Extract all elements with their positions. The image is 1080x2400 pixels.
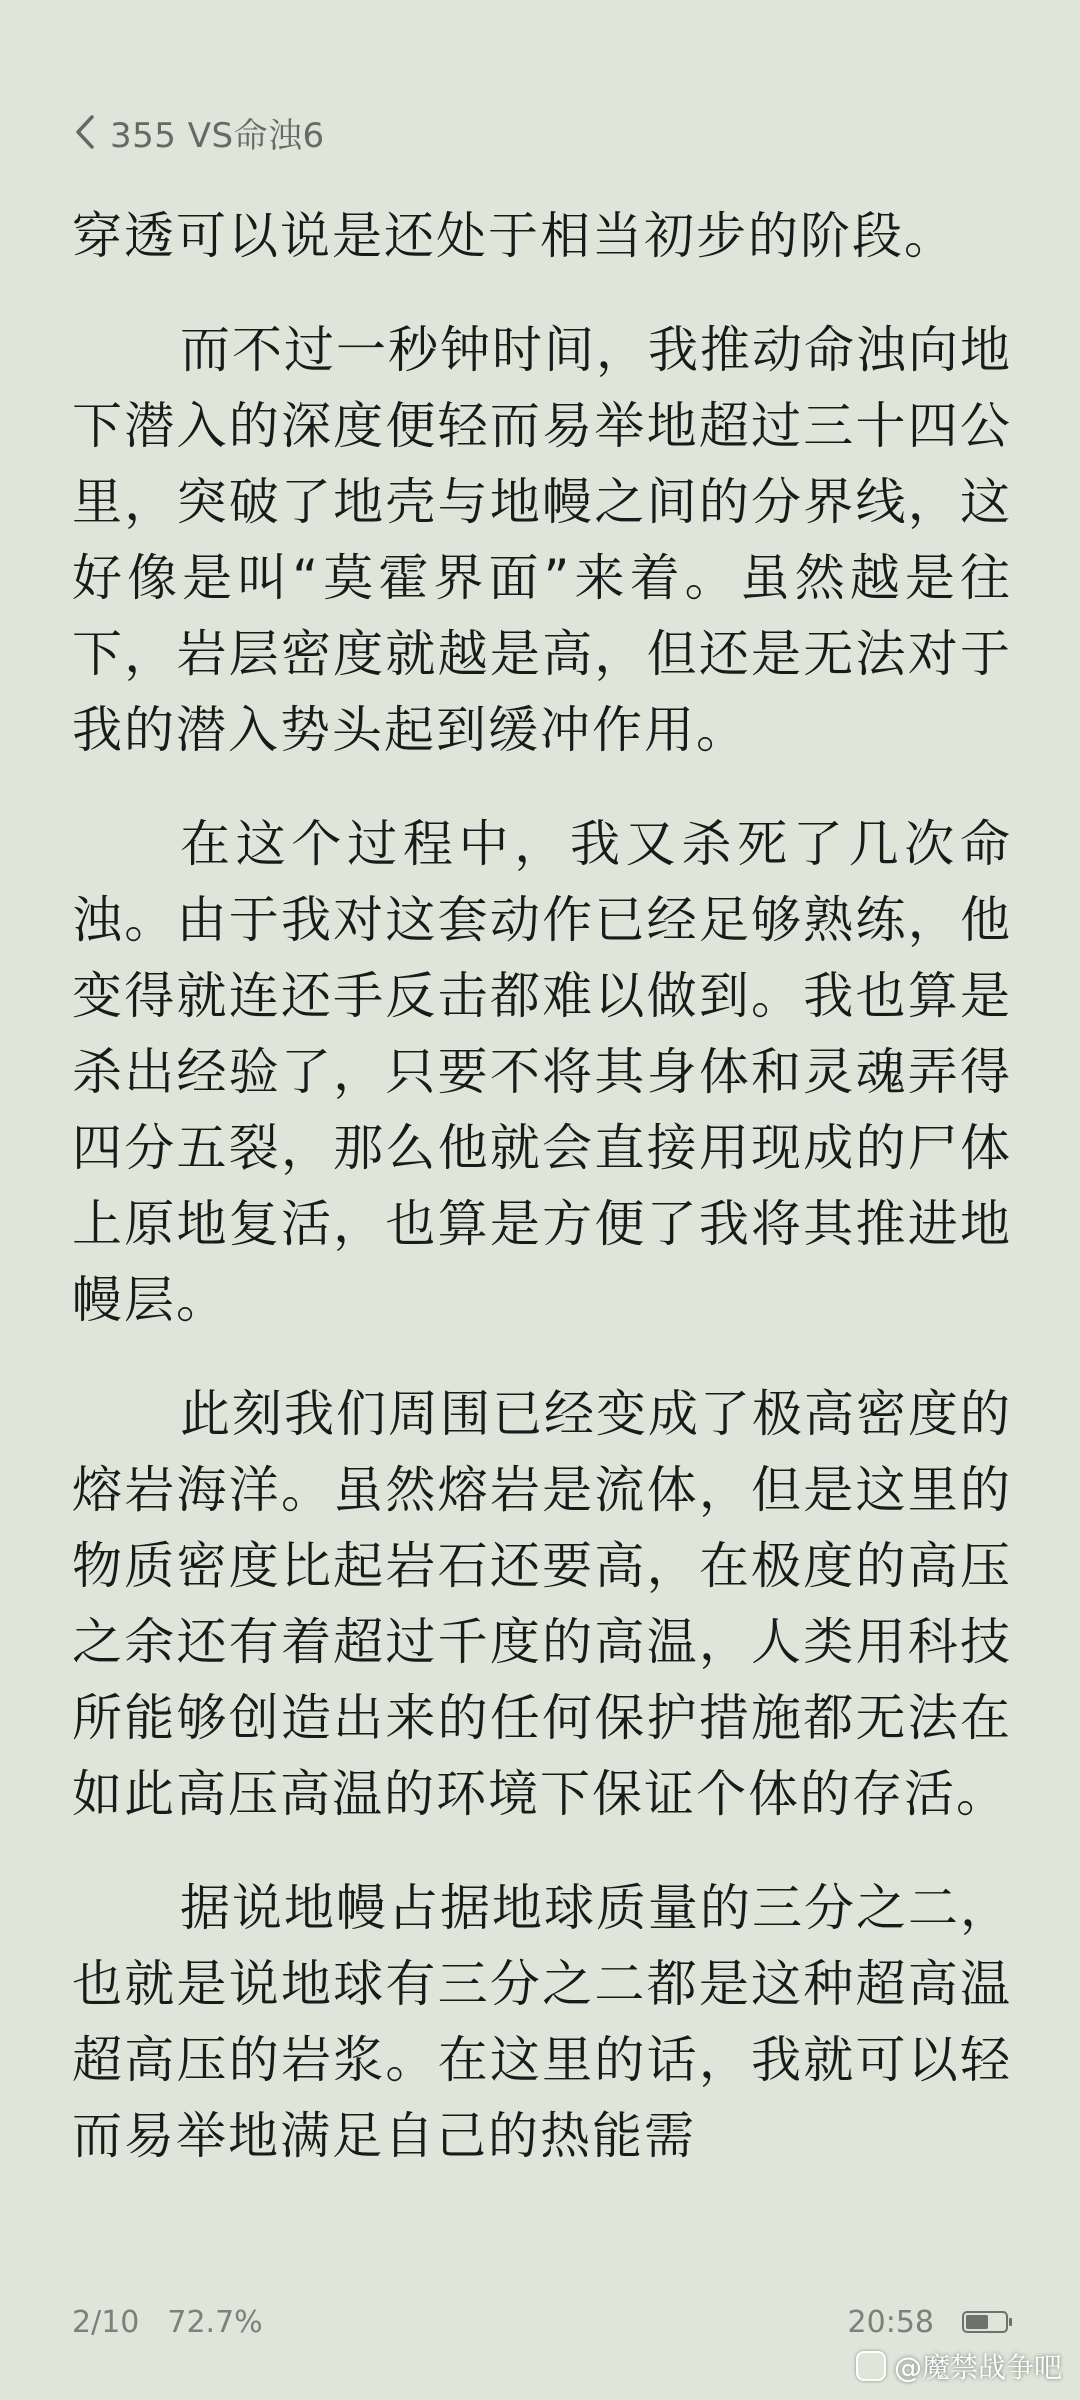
paragraph-2: 而不过一秒钟时间，我推动命浊向地下潜入的深度便轻而易举地超过三十四公里，突破了地壳与地幔之间的分界线，这好像是叫“莫霍界面”来着。虽然越是往下，岩层密度就越是高，但还是无法对于我的潜入势头起到缓冲作用。 (72, 321, 1012, 759)
battery-fill (966, 2315, 988, 2329)
reader-footer (72, 2296, 1008, 2348)
chevron-left-icon[interactable] (72, 112, 98, 152)
reading-progress: 72.7% (167, 2304, 263, 2340)
chapter-title[interactable]: 355 VS命浊6 (110, 115, 325, 156)
page-indicator: 2/10 (72, 2304, 140, 2340)
paragraph-5: 据说地幔占据地球质量的三分之二，也就是说地球有三分之二都是这种超高温超高压的岩浆。在这里的话，我就可以轻而易举地满足自己的热能需 (72, 1879, 1012, 2165)
reader-header (72, 104, 325, 160)
watermark (856, 2346, 1062, 2386)
paragraph-3: 在这个过程中，我又杀死了几次命浊。由于我对这套动作已经足够熟练，他变得就连还手反击都难以做到。我也算是杀出经验了，只要不将其身体和灵魂弄得四分五裂，那么他就会直接用现成的尸体上原地复活，也算是方便了我将其推进地幔层。 (72, 815, 1012, 1329)
watermark-logo-icon (856, 2351, 886, 2381)
battery-icon (962, 2311, 1008, 2333)
watermark-text: @魔禁战争吧 (893, 2351, 1062, 2384)
paragraph-4: 此刻我们周围已经变成了极高密度的熔岩海洋。虽然熔岩是流体，但是这里的物质密度比起岩石还要高，在极度的高压之余还有着超过千度的高温，人类用科技所能够创造出来的任何保护措施都无法在如此高压高温的环境下保证个体的存活。 (72, 1385, 1012, 1823)
reader-content[interactable] (72, 198, 1012, 2174)
paragraph-1: 穿透可以说是还处于相当初步的阶段。 (72, 207, 956, 265)
clock-time: 20:58 (847, 2304, 934, 2340)
